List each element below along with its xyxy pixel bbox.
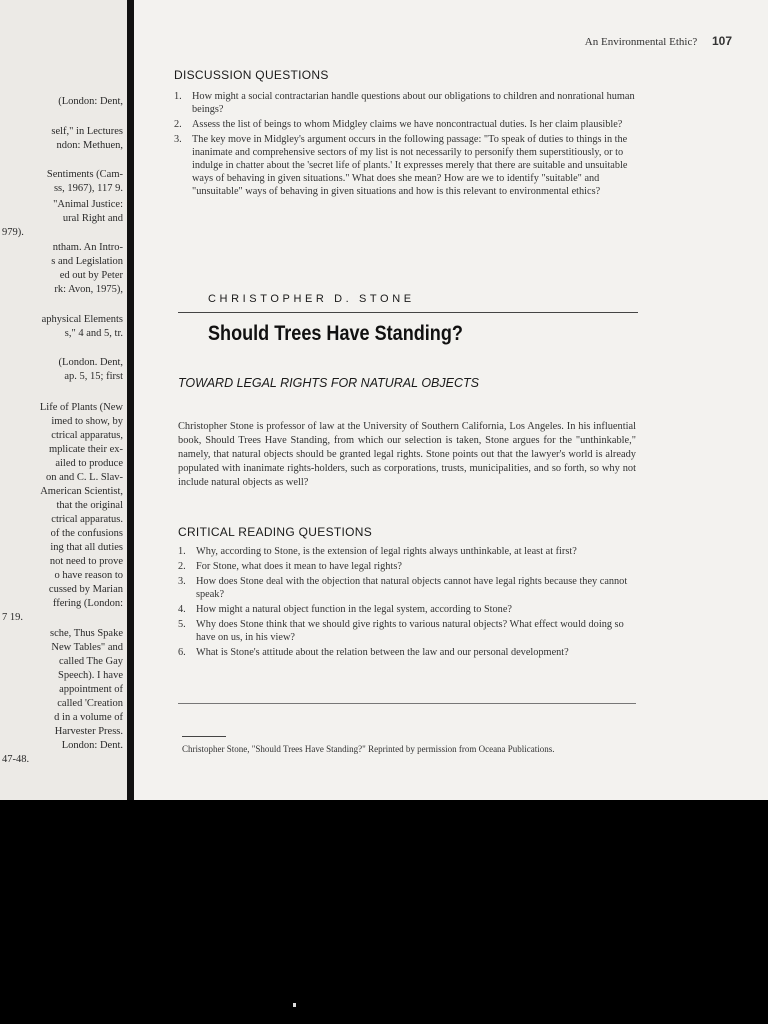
left-page-line: rk: Avon, 1975), [54,284,123,295]
left-page-line: appointment of [59,684,123,695]
left-page-line: Harvester Press. [54,726,123,737]
left-page-line: ntham. An Intro- [52,242,123,253]
scan-speck [293,1003,296,1007]
left-page-line: aphysical Elements [41,314,123,325]
book-binding-gutter [127,0,134,800]
left-page-line: on and C. L. Slav- [46,472,123,483]
left-page-line: ing that all duties [50,542,123,553]
left-page-line: that the original [56,500,123,511]
left-page-line: ss, 1967), 117 9. [53,183,123,194]
list-item: 6. What is Stone's attitude about the relation between the law and our personal development? [178,647,569,658]
left-page-line: Speech). I have [57,670,123,681]
left-page-line: not need to prove [49,556,123,567]
left-page-line: (London: Dent, [58,96,123,107]
footnote-rule [182,736,226,737]
running-title: An Environmental Ethic? [584,36,698,48]
left-page-line: cussed by Marian [48,584,123,595]
left-page-line: called The Gay [59,656,123,667]
list-item: 1. Why, according to Stone, is the extension of legal rights always unthinkable, at least at first? [178,546,577,557]
article-title: Should Trees Have Standing? [208,322,463,345]
left-page-line: called 'Creation [57,698,123,709]
left-page-line: American Scientist, [40,486,123,497]
discussion-questions [174,90,636,200]
running-header [585,34,732,48]
list-item: 3. How does Stone deal with the objection that natural objects cannot have legal rights because they cannot speak? [178,576,628,600]
left-page-line: "Animal Justice: [53,199,123,210]
left-page-line: 7 19. [2,612,23,623]
left-page-line: s," 4 and 5, tr. [64,328,123,339]
critical-questions [178,545,636,661]
left-page-line: New Tables" and [51,642,123,653]
left-page-line: Life of Plants (New [39,402,123,413]
left-page-line: self," in Lectures [51,126,123,137]
page-number: 107 [711,34,732,48]
left-page-line: sche, Thus Spake [49,628,123,639]
right-page [134,0,768,800]
left-page-line: ap. 5, 15; first [64,371,123,382]
title-rule [178,312,638,313]
list-item: 5. Why does Stone think that we should give rights to various natural objects? What effect would doing so have on us, in his view? [178,619,624,643]
footnote-credit: Christopher Stone, "Should Trees Have Standing?" Reprinted by permission from Oceana Publications. [182,744,555,754]
list-item: 2. Assess the list of beings to whom Midgley claims we have noncontractual duties. Is her claim plausible? [174,119,623,130]
left-page-line: 979). [2,227,24,238]
left-page-line: mplicate their ex- [48,444,123,455]
list-item: 1. How might a social contractarian handle questions about our obligations to children and nonrational human beings? [174,91,635,115]
left-page-line: of the confusions [50,528,123,539]
left-page-line: ailed to produce [55,458,123,469]
left-page-line: ctrical apparatus. [51,514,123,525]
list-item: 4. How might a natural object function in the legal system, according to Stone? [178,604,512,615]
left-page-line: d in a volume of [54,712,123,723]
article-subtitle: TOWARD LEGAL RIGHTS FOR NATURAL OBJECTS [178,376,479,390]
left-page-line: ctrical apparatus, [51,430,123,441]
left-page-fragment [0,0,127,800]
left-page-line: London: Dent. [61,740,123,751]
critical-heading: CRITICAL READING QUESTIONS [178,525,373,539]
article-author: CHRISTOPHER D. STONE [208,293,415,305]
list-item: 2. For Stone, what does it mean to have legal rights? [178,561,402,572]
article-intro: Christopher Stone is professor of law at the University of Southern California, Los Angeles. In his influential book, Should Trees Have Standing, from which our selection is taken, Stone argues for the "unthinkable," namely, that natural objects should be granted legal rights. Stone points out that the lawyer's world is already populated with inanimate rights-holders, such as corporations, trusts, municipalities, and so forth, so why not include natural objects as well? [178,421,636,488]
discussion-heading: DISCUSSION QUESTIONS [174,68,329,82]
left-page-line: ural Right and [62,213,123,224]
left-page-line: imed to show, by [51,416,123,427]
left-page-line: s and Legislation [51,256,123,267]
section-end-rule [178,703,636,704]
left-page-line: 47-48. [2,754,30,765]
left-page-line: ndon: Methuen, [56,140,123,151]
left-page-line: ffering (London: [52,598,123,609]
left-page-line: Sentiments (Cam- [46,169,123,180]
left-page-line: ed out by Peter [59,270,123,281]
list-item: 3. The key move in Midgley's argument occurs in the following passage: "To speak of duties to things in the inanimate and comprehensive sectors of my list is not necessarily to personify them superstitiously, or to indulge in chatter about the 'secret life of plants.' It expresses merely that there are suitable and unsuitable ways of behaving in given situations." What does she mean? How are we to identify "suitable" and "unsuitable" ways of behaving in given situations and how is this relevant to environmental ethics? [174,134,628,197]
left-page-line: o have reason to [54,570,123,581]
left-page-line: (London. Dent, [58,357,123,368]
